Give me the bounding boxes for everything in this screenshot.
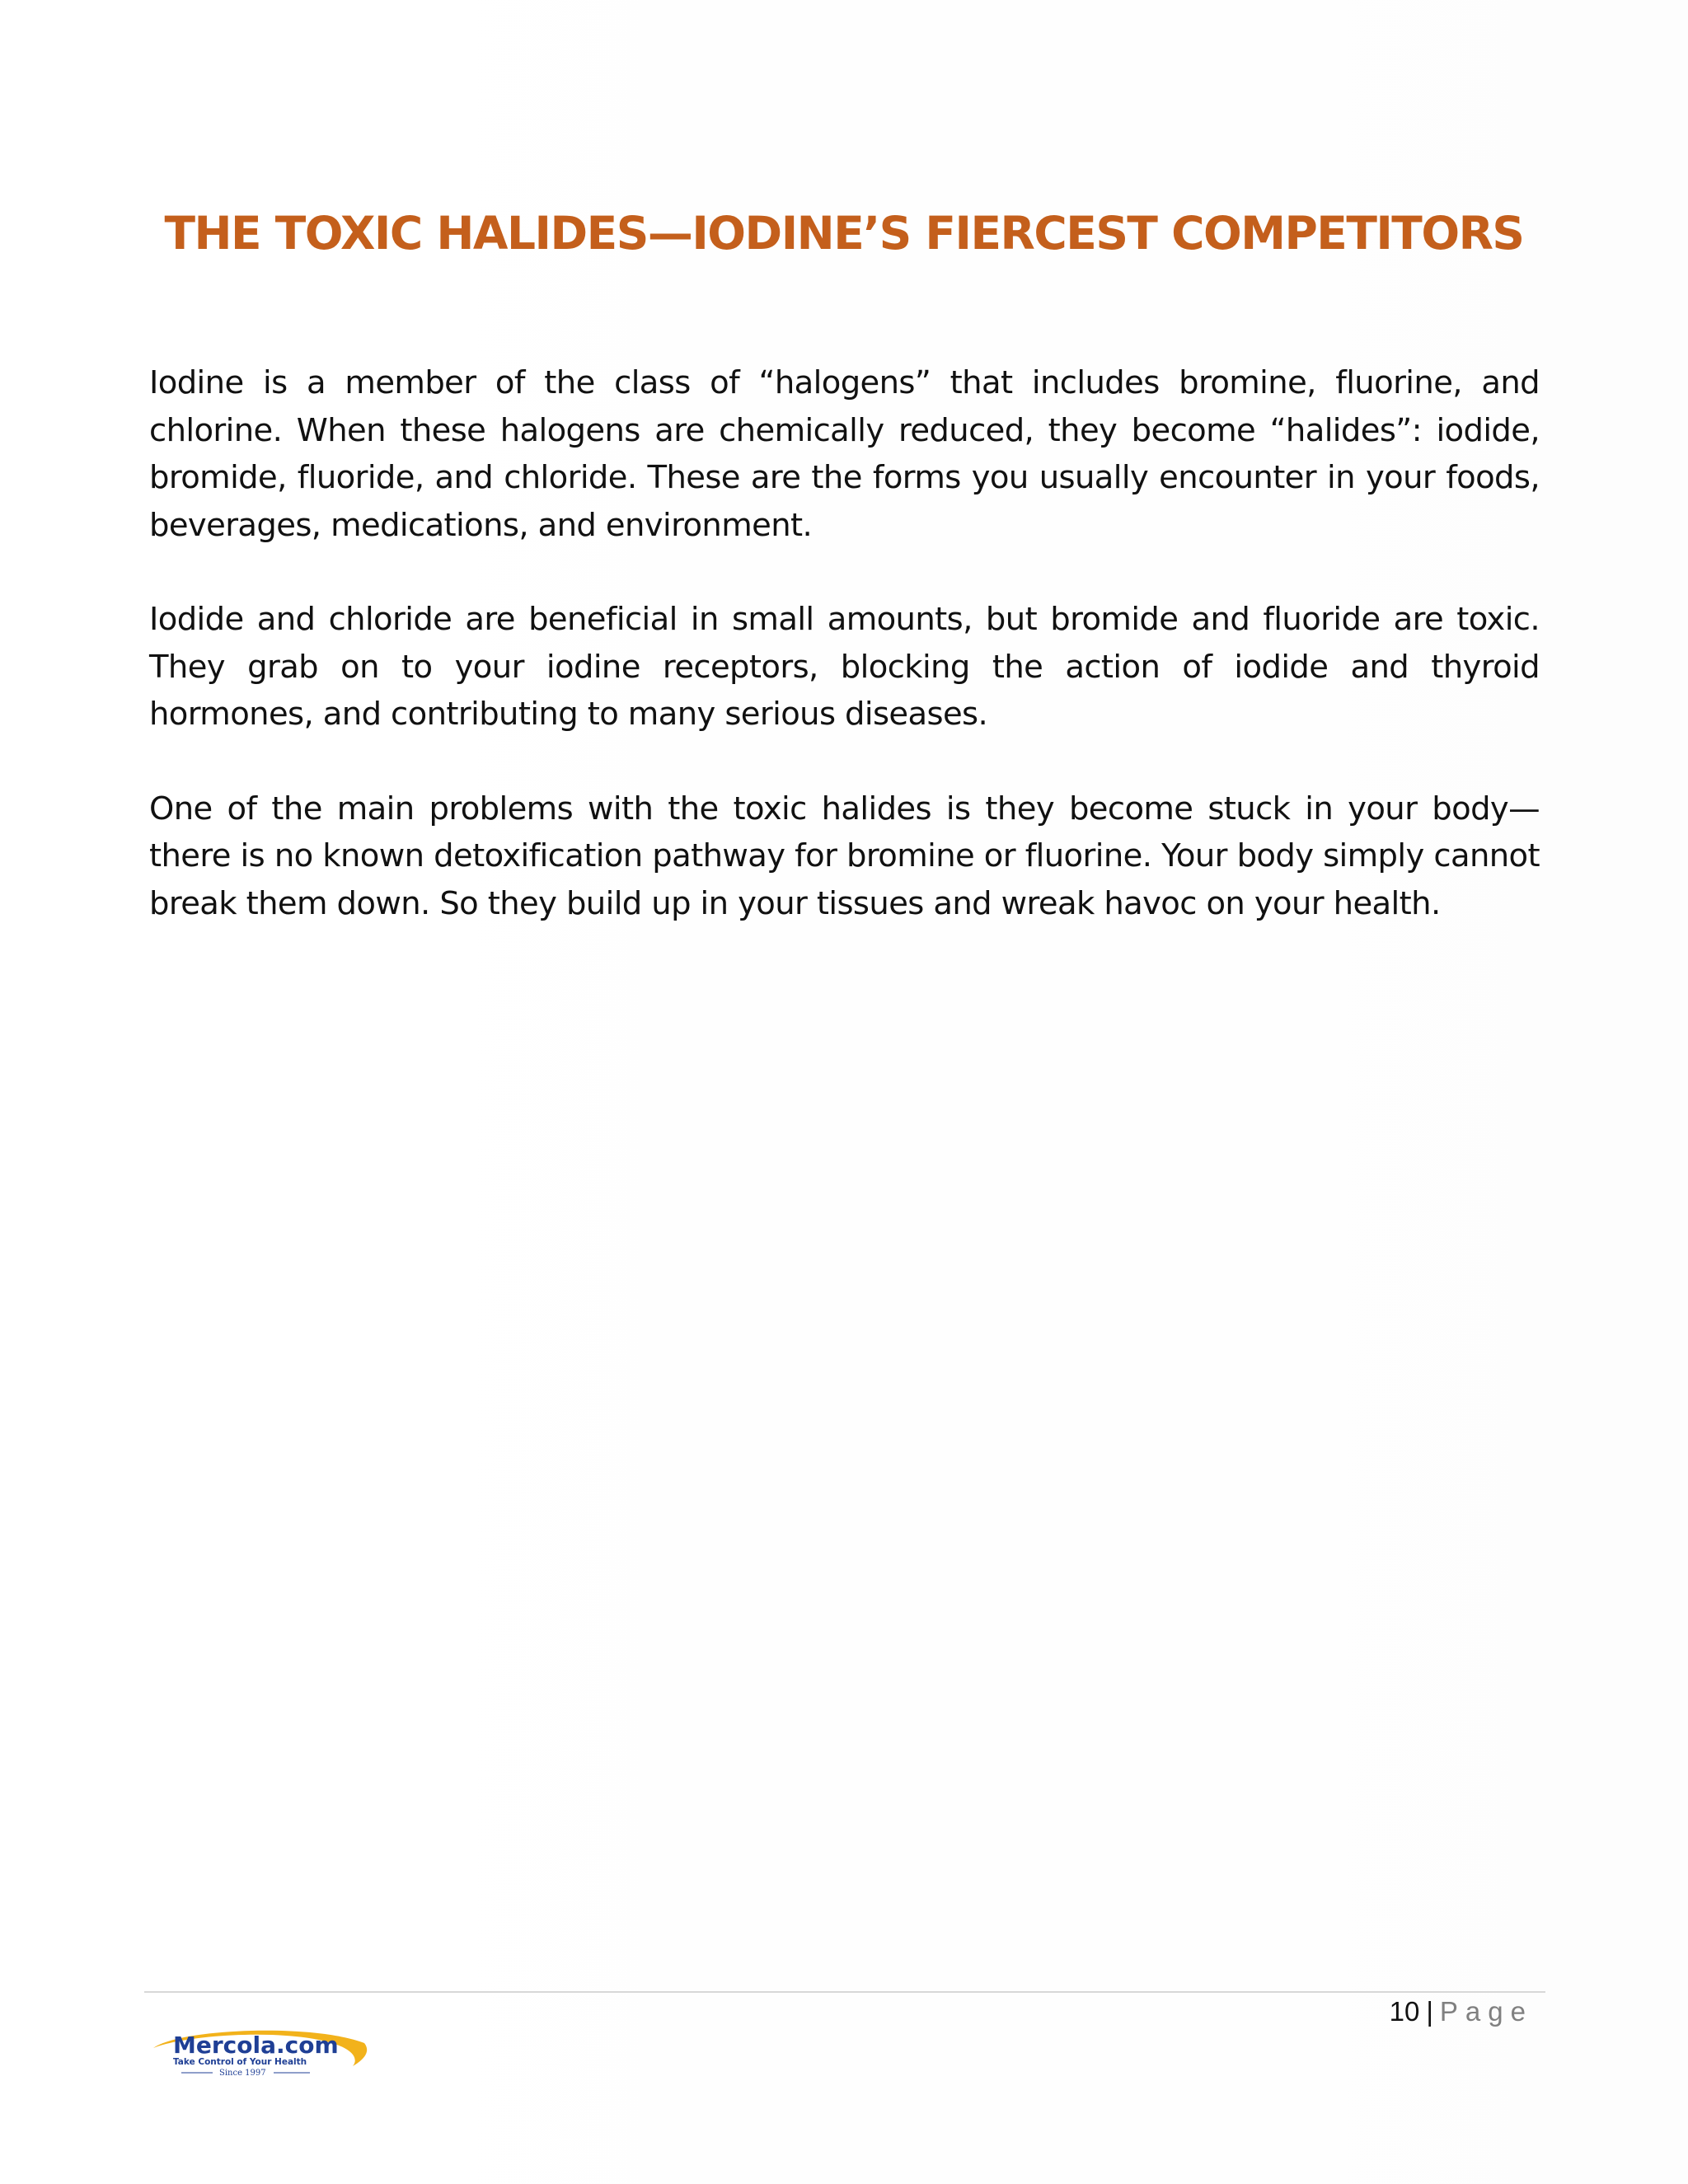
logo-tagline: Take Control of Your Health: [173, 2057, 307, 2067]
page-background: [297, 0, 1688, 2184]
footer-divider: [144, 1991, 1545, 1993]
page-number: [1390, 1994, 1533, 2029]
paragraph-halogens: Iodine is a member of the class of “halogens” that includes bromine, fluorine, and chlorine. When these halogens are chemically reduced, they become “halides”: iodide, bromide, fluoride, and chloride. These are the forms you usually encounter in your foods, beverages, medications, and environment.: [149, 364, 1540, 544]
mercola-logo: [148, 2023, 371, 2081]
paragraph-toxic-halides: Iodide and chloride are beneficial in small amounts, but bromide and fluoride are toxic. They grab on to your iodine receptors, blocking the action of iodide and thyroid hormones, and contributing to many serious diseases.: [149, 601, 1540, 733]
page-word: Page: [1439, 1996, 1533, 2027]
page-number-value: 10: [1389, 1996, 1420, 2027]
page-title: THE TOXIC HALIDES—IODINE’S FIERCEST COMPETITORS: [164, 207, 1524, 260]
logo-brand: Mercola.com: [173, 2032, 339, 2059]
page-number-separator: |: [1426, 1996, 1433, 2027]
paragraph-detoxification: One of the main problems with the toxic halides is they become stuck in your body—there is no known detoxification pathway for bromine or fluorine. Your body simply cannot break them down. So they build up in your tissues and wreak havoc on your health.: [149, 790, 1540, 922]
body-text: [149, 359, 1540, 974]
logo-since: Since 1997: [219, 2069, 266, 2078]
